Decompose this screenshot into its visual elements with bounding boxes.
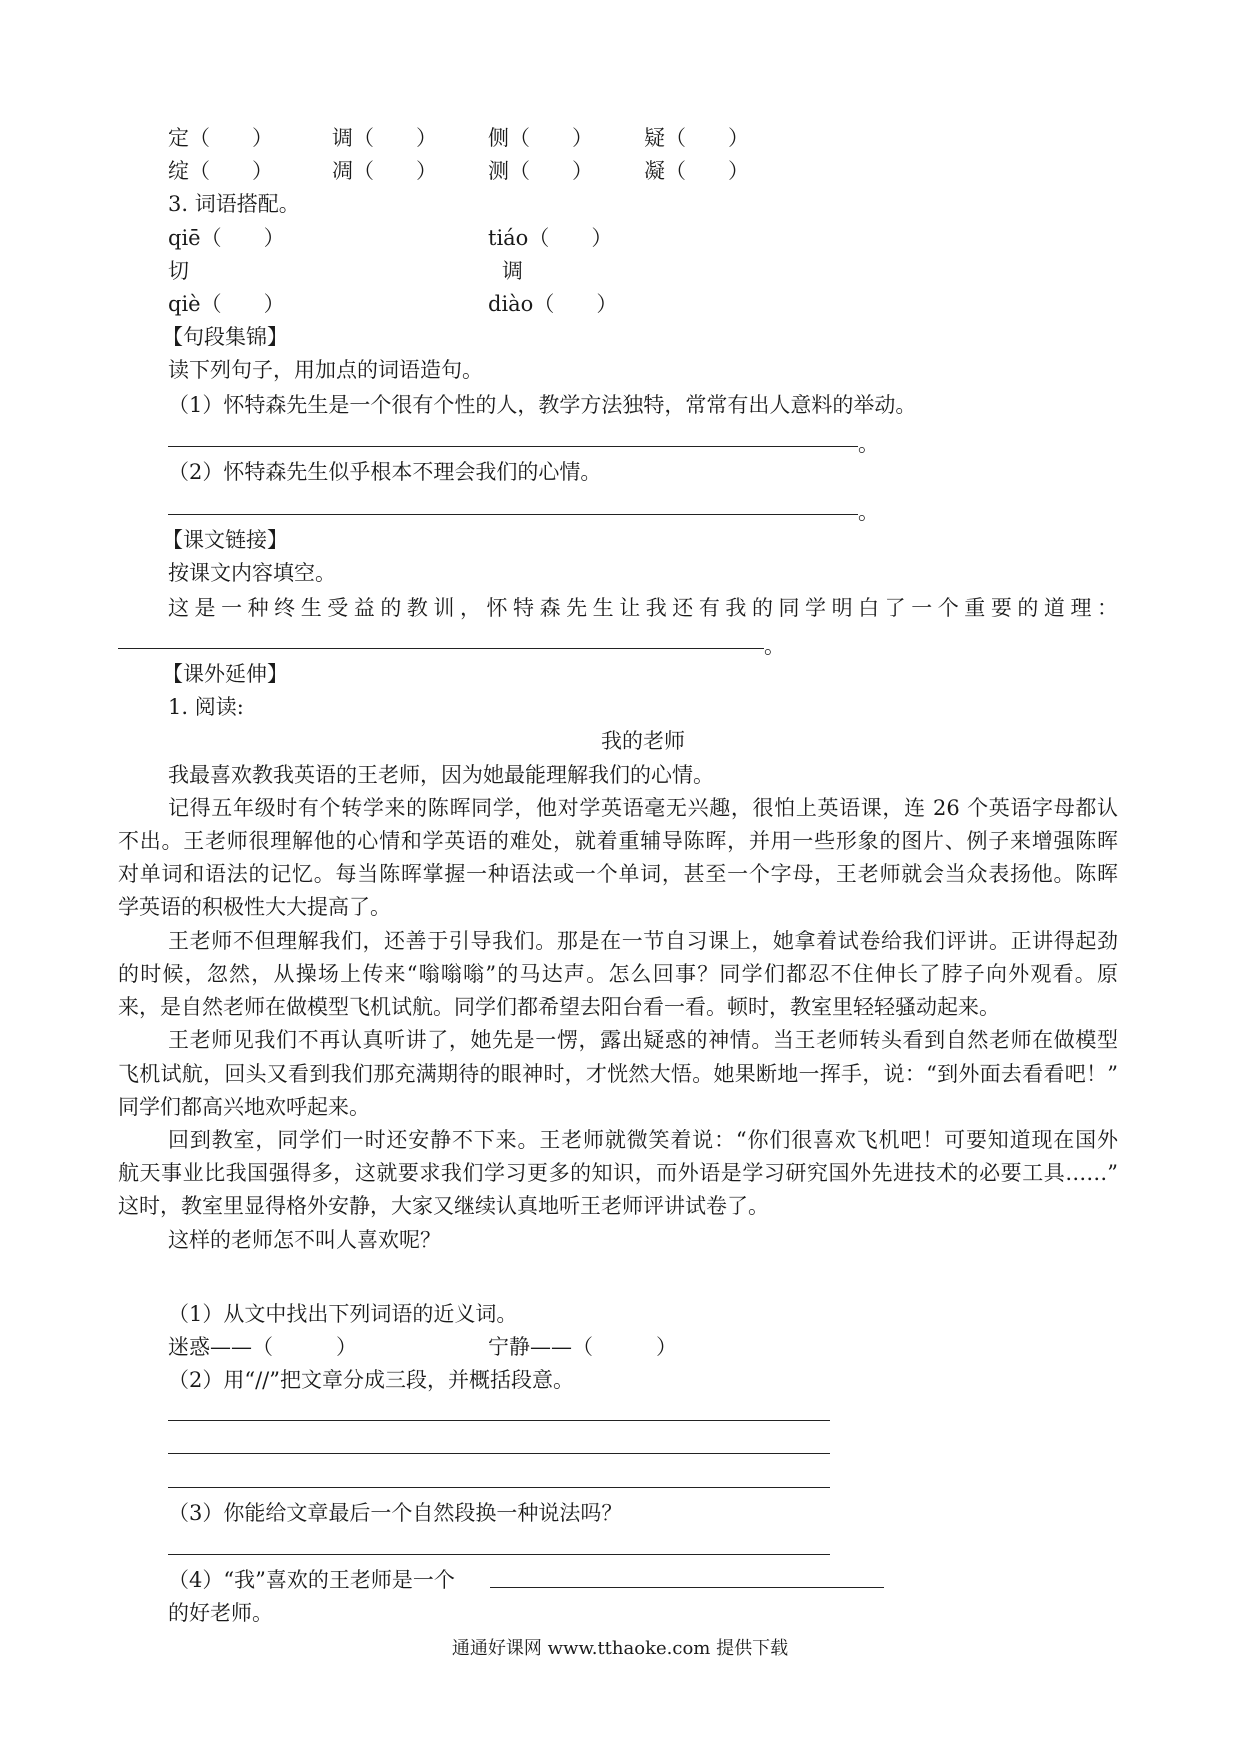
char-cell: 测（ ） <box>488 159 593 183</box>
article-line: 回到教室，同学们一时还安静不下来。王老师就微笑着说：“你们很喜欢飞机吧！可要知道现在国外 <box>168 1128 1118 1152</box>
article-line: 王老师见我们不再认真听讲了，她先是一愣，露出疑惑的神情。当王老师转头看到自然老师在做模型 <box>168 1028 1118 1052</box>
pinyin-tiao-blank: tiáo（ ） <box>488 226 613 250</box>
char-tiao: 调 <box>502 259 523 283</box>
article-line: 同学们都高兴地欢呼起来。 <box>118 1095 370 1119</box>
sentence-period: 。 <box>858 500 879 524</box>
answer-line <box>168 1487 830 1488</box>
link-instruction: 按课文内容填空。 <box>168 561 336 585</box>
article-line: 学英语的积极性大大提高了。 <box>118 895 391 919</box>
pinyin-qie1-blank: qiē（ ） <box>168 226 285 250</box>
article-line: 记得五年级时有个转学来的陈晖同学，他对学英语毫无兴趣，很怕上英语课，连 26 个英语字母都认 <box>168 796 1118 820</box>
footer-text: 通通好课网 www.tthaoke.com 提供下载 <box>451 1638 789 1659</box>
article-line: 来，是自然老师在做模型飞机试航。同学们都希望去阳台看一看。顿时，教室里轻轻骚动起来。 <box>118 995 1000 1019</box>
char-cell: 绽（ ） <box>168 159 273 183</box>
char-cell: 定（ ） <box>168 126 273 150</box>
article-line: 航天事业比我国强得多，这就要求我们学习更多的知识，而外语是学习研究国外先进技术的必要工具……” <box>118 1161 1118 1185</box>
answer-line <box>118 648 764 649</box>
sentence-2: （2）怀特森先生似乎根本不理会我们的心情。 <box>168 460 602 484</box>
section-header-sentences: 【句段集锦】 <box>162 325 288 349</box>
sentence-1: （1）怀特森先生是一个很有个性的人，教学方法独特，常常有出人意料的举动。 <box>168 393 917 417</box>
pinyin-qie4-blank: qiè（ ） <box>168 292 285 316</box>
char-cell: 调（ ） <box>332 126 437 150</box>
article-line: 的时候，忽然，从操场上传来“嗡嗡嗡”的马达声。怎么回事？同学们都忍不住伸长了脖子向外观看。原 <box>118 962 1118 986</box>
article-title: 我的老师 <box>601 729 685 753</box>
article-line: 飞机试航，回头又看到我们那充满期待的眼神时，才恍然大悟。她果断地一挥手，说：“到外面去看看吧！” <box>118 1062 1118 1086</box>
article-paragraph-1: 我最喜欢教我英语的王老师，因为她最能理解我们的心情。 <box>168 763 714 787</box>
q3-title: 3. 词语搭配。 <box>168 192 300 216</box>
reading-label: 1. 阅读: <box>168 695 244 719</box>
link-text: 这是一种终生受益的教训，怀特森先生让我还有我的同学明白了一个重要的道理： <box>168 596 1118 620</box>
question-2: （2）用“//”把文章分成三段，并概括段意。 <box>168 1368 574 1392</box>
synonym-blank-a: 迷惑——（ ） <box>168 1335 357 1359</box>
article-line: 这时，教室里显得格外安静，大家又继续认真地听王老师评讲试卷了。 <box>118 1194 769 1218</box>
answer-line <box>168 514 858 515</box>
article-line: 不出。王老师很理解他的心情和学英语的难处，就着重辅导陈晖，并用一些形象的图片、例子来增强陈晖 <box>118 829 1118 853</box>
char-qie: 切 <box>168 259 189 283</box>
answer-line <box>490 1587 884 1588</box>
char-cell: 凝（ ） <box>644 159 749 183</box>
question-3: （3）你能给文章最后一个自然段换一种说法吗？ <box>168 1501 623 1525</box>
synonym-blank-b: 宁静——（ ） <box>488 1335 677 1359</box>
link-period: 。 <box>764 634 785 658</box>
question-1: （1）从文中找出下列词语的近义词。 <box>168 1302 518 1326</box>
char-cell: 疑（ ） <box>644 126 749 150</box>
section-header-extension: 【课外延伸】 <box>162 662 288 686</box>
answer-line <box>168 1554 830 1555</box>
answer-line <box>168 1420 830 1421</box>
char-cell: 凋（ ） <box>332 159 437 183</box>
sentence-period: 。 <box>858 432 879 456</box>
question-4: （4）“我”喜欢的王老师是一个 <box>168 1568 455 1592</box>
article-line: 对单词和语法的记忆。每当陈晖掌握一种语法或一个单词，甚至一个字母，王老师就会当众表扬他。陈晖 <box>118 862 1118 886</box>
answer-line <box>168 446 858 447</box>
char-row-2 <box>168 155 888 187</box>
answer-line <box>168 1453 830 1454</box>
pinyin-diao-blank: diào（ ） <box>488 292 618 316</box>
question-4-end: 的好老师。 <box>168 1601 273 1625</box>
char-cell: 侧（ ） <box>488 126 593 150</box>
article-closing: 这样的老师怎不叫人喜欢呢？ <box>168 1228 441 1252</box>
char-row-1 <box>168 122 888 154</box>
section-header-link: 【课文链接】 <box>162 528 288 552</box>
sentences-instruction: 读下列句子，用加点的词语造句。 <box>168 358 483 382</box>
article-line: 王老师不但理解我们，还善于引导我们。那是在一节自习课上，她拿着试卷给我们评讲。正讲得起劲 <box>168 929 1118 953</box>
